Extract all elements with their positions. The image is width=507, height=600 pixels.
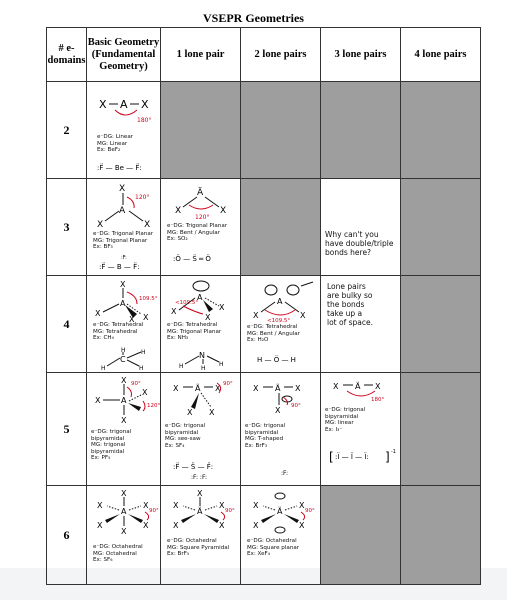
svg-text:X: X (120, 280, 126, 289)
svg-text:X: X (253, 311, 259, 320)
svg-text::F:: :F: (121, 255, 127, 261)
cell-basic-trigonal-bipyramidal (87, 373, 161, 486)
edg-label: e⁻DG: trigonal bipyramidal (325, 407, 366, 420)
note-lone-pairs: Lone pairs are bulky so the bonds take up a lot of space. (327, 282, 373, 327)
cell-empty (321, 82, 401, 179)
trigonal-planar-drawing (87, 181, 161, 231)
svg-text:X: X (215, 384, 221, 393)
square-planar-drawing (241, 488, 321, 536)
svg-text:X: X (295, 384, 301, 393)
svg-text:X: X (253, 521, 259, 530)
example-label: Ex: XeF₄ (247, 551, 270, 558)
svg-text::Ö — S̈ ═ Ö: :Ö — S̈ ═ Ö (173, 255, 211, 263)
square-pyramidal-drawing (161, 488, 241, 536)
svg-text:X: X (119, 184, 126, 194)
svg-text:H: H (101, 365, 106, 370)
svg-text:A: A (121, 396, 127, 405)
example-label: Ex: PF₅ (91, 455, 111, 462)
svg-text:X: X (300, 311, 306, 320)
svg-text:X: X (129, 315, 135, 322)
angle-label: 109.5° (139, 296, 158, 302)
cell-1lp-bent (161, 179, 241, 276)
cell-1lp-see-saw (161, 373, 241, 486)
svg-text:X: X (97, 501, 103, 510)
page-title: VSEPR Geometries (203, 11, 304, 25)
table-row (47, 276, 481, 373)
octahedral-drawing (87, 488, 161, 536)
angle-label: 90° (149, 508, 159, 514)
angle-label-2: 120° (147, 403, 161, 409)
cell-empty (241, 179, 321, 276)
see-saw-drawing (161, 375, 241, 419)
example-label: Ex: BeF₂ (97, 147, 121, 154)
cell-2lp-bent (241, 276, 321, 373)
example-label: Ex: BrF₃ (245, 442, 268, 449)
lewis-structure (241, 352, 321, 366)
trigonal-pyramidal-drawing (161, 278, 241, 322)
angle-label: 90° (131, 381, 141, 387)
cell-2lp-square-planar (241, 486, 321, 585)
svg-text:H: H (141, 349, 146, 356)
lewis-structure (161, 346, 241, 370)
mg-label: MG: see-saw (165, 436, 201, 443)
svg-text::F:: :F: (281, 470, 289, 477)
example-label: Ex: SF₆ (93, 557, 113, 564)
table-row (47, 373, 481, 486)
bent-tetrahedral-drawing (241, 278, 321, 322)
note-cell (321, 179, 401, 276)
svg-text:X: X (173, 521, 179, 530)
lewis-structure (321, 447, 401, 469)
table-row (47, 179, 481, 276)
svg-text::F̈ — Be — F̈:: :F̈ — Be — F̈: (97, 164, 142, 172)
row-domains: 6 (47, 486, 87, 585)
svg-text:Ä: Ä (277, 507, 283, 516)
svg-text:Ä: Ä (355, 382, 361, 391)
svg-text:H — Ö — H: H — Ö — H (257, 356, 296, 364)
mg-label: MG: Bent / Angular (167, 229, 221, 236)
svg-text:Ä: Ä (275, 384, 281, 393)
mg-label: MG: Trigonal Planar (93, 237, 148, 244)
svg-text:A: A (197, 293, 203, 302)
example-label: Ex: CH₄ (93, 335, 114, 342)
svg-text::F̈ — B — F̈:: :F̈ — B — F̈: (99, 263, 140, 271)
example-label: Ex: SO₂ (167, 236, 188, 243)
angle-label: 90° (225, 508, 235, 514)
mg-label: MG: Linear (97, 140, 128, 147)
edg-label: e⁻DG: trigonal bipyramidal (91, 429, 132, 442)
vsepr-table (46, 27, 481, 585)
angle-label: 120° (135, 194, 150, 201)
example-label: Ex: H₂O (247, 337, 269, 344)
angle-label: 90° (305, 508, 315, 514)
svg-text:H: H (201, 365, 206, 370)
svg-text:A: A (120, 299, 126, 308)
svg-text::F̈ — S̈ — F̈:: :F̈ — S̈ — F̈: (173, 463, 214, 471)
mg-label: MG: T-shaped (245, 436, 284, 443)
header-2-lone-pairs: 2 lone pairs (241, 28, 321, 82)
cell-empty (401, 179, 481, 276)
svg-text:X: X (121, 376, 127, 385)
cell-1lp-trigonal-pyramidal (161, 276, 241, 373)
svg-text:X: X (219, 501, 225, 510)
svg-text:X: X (209, 408, 215, 417)
example-label: Ex: BrF₅ (167, 551, 190, 558)
svg-text:X: X (253, 384, 259, 393)
svg-text:X: X (175, 206, 182, 216)
angle-label: 90° (223, 381, 233, 387)
row-domains: 3 (47, 179, 87, 276)
linear-tbp-drawing (321, 377, 401, 407)
svg-text:X: X (143, 501, 149, 510)
header-basic-geometry: Basic Geometry (Fundamental Geometry) (87, 28, 161, 82)
bent-trigonal-drawing (161, 183, 241, 225)
edg-label: e⁻DG: Octahedral (247, 538, 297, 544)
header-row (47, 28, 481, 82)
lewis-structure (161, 459, 241, 481)
svg-text:]: ] (385, 450, 390, 464)
svg-text:Ä: Ä (197, 188, 204, 198)
cell-2lp-t-shaped (241, 373, 321, 486)
lewis-structure (87, 346, 161, 370)
svg-text:X: X (143, 521, 149, 530)
edg-label: e⁻DG: trigonal bipyramidal (245, 423, 286, 436)
cell-basic-linear (87, 82, 161, 179)
cell-empty (401, 276, 481, 373)
svg-text:X: X (142, 388, 148, 397)
example-label: Ex: I₃⁻ (325, 426, 343, 433)
mg-label: MG: Bent / Angular (247, 330, 301, 337)
lewis-structure (241, 459, 321, 479)
note-double-bonds: Why can't you have double/triple bonds here? (325, 230, 394, 257)
header-1-lone-pair: 1 lone pair (161, 28, 241, 82)
svg-text:X: X (121, 489, 127, 498)
note-cell (321, 276, 401, 373)
svg-text:Ä: Ä (197, 507, 203, 516)
svg-text:X: X (219, 303, 225, 312)
svg-text:A: A (121, 507, 127, 516)
svg-text:X: X (97, 521, 103, 530)
mg-label: MG: Trigonal Planar (167, 328, 222, 335)
svg-text:X: X (97, 220, 104, 230)
svg-text::F: :F:: :F: :F: (191, 474, 207, 481)
cell-basic-trigonal-planar (87, 179, 161, 276)
example-label: Ex: BF₃ (93, 244, 113, 251)
svg-text:Ä: Ä (195, 384, 201, 393)
angle-label: 90° (291, 403, 301, 409)
cell-1lp-square-pyramidal (161, 486, 241, 585)
edg-label: e⁻DG: Tetrahedral (167, 322, 218, 328)
svg-text:A: A (119, 206, 126, 216)
svg-text:X: X (375, 382, 381, 391)
cell-empty (401, 486, 481, 585)
mg-label: MG: Square planar (247, 544, 300, 551)
table-row (47, 82, 481, 179)
header-domains: # e-domains (47, 28, 87, 82)
cell-empty (401, 82, 481, 179)
mg-label: MG: trigonal bipyramidal (91, 442, 126, 455)
tetrahedral-drawing (87, 278, 161, 322)
svg-text:C: C (120, 355, 126, 364)
edg-label: e⁻DG: Tetrahedral (93, 322, 144, 328)
svg-text:X: X (95, 309, 101, 318)
svg-text:A: A (120, 98, 128, 111)
svg-text:X: X (144, 220, 151, 230)
row-domains: 4 (47, 276, 87, 373)
svg-text:X: X (219, 521, 225, 530)
edg-label: e⁻DG: Octahedral (93, 544, 143, 550)
svg-text:X: X (99, 98, 107, 111)
lewis-structure (87, 253, 161, 273)
angle-label: 180° (137, 117, 152, 124)
header-3-lone-pairs: 3 lone pairs (321, 28, 401, 82)
svg-text:H: H (219, 361, 224, 368)
svg-text:H: H (139, 365, 144, 370)
t-shaped-drawing (241, 375, 321, 419)
svg-text:X: X (299, 501, 305, 510)
svg-text:X: X (205, 313, 211, 322)
lewis-structure (161, 251, 241, 267)
svg-text:X: X (171, 307, 177, 316)
cell-empty (401, 373, 481, 486)
svg-text:-1: -1 (391, 449, 396, 455)
svg-text:A: A (277, 297, 283, 306)
example-label: Ex: SF₄ (165, 442, 185, 449)
row-domains: 2 (47, 82, 87, 179)
svg-text:X: X (187, 408, 193, 417)
svg-text:X: X (143, 313, 149, 322)
svg-text:X: X (275, 406, 281, 415)
cell-3lp-linear (321, 373, 401, 486)
edg-label: e⁻DG: Linear (97, 134, 134, 140)
svg-text:X: X (220, 206, 227, 216)
svg-text:[: [ (329, 450, 334, 464)
table-row (47, 486, 481, 585)
example-label: Ex: NH₃ (167, 335, 189, 342)
svg-text:X: X (299, 521, 305, 530)
svg-text:X: X (173, 384, 179, 393)
svg-text:X: X (121, 416, 127, 425)
angle-label: <109.5° (175, 300, 199, 306)
cell-empty (241, 82, 321, 179)
svg-text:X: X (95, 396, 101, 405)
svg-text:N: N (199, 351, 205, 360)
trigonal-bipyramidal-drawing (87, 375, 161, 425)
header-4-lone-pairs: 4 lone pairs (401, 28, 481, 82)
cell-empty (161, 82, 241, 179)
mg-label: MG: Tetrahedral (93, 328, 138, 335)
cell-empty (321, 486, 401, 585)
svg-text:X: X (197, 489, 203, 498)
edg-label: e⁻DG: Trigonal Planar (167, 223, 228, 229)
angle-label: <109.5° (267, 318, 291, 322)
svg-text:X: X (333, 382, 339, 391)
edg-label: e⁻DG: trigonal bipyramidal (165, 423, 206, 436)
mg-label: MG: Square Pyramidal (167, 544, 230, 551)
edg-label: e⁻DG: Tetrahedral (247, 324, 298, 330)
svg-text:X: X (253, 501, 259, 510)
linear-structure-drawing (87, 88, 161, 132)
mg-label: MG: Octahedral (93, 550, 137, 557)
cell-basic-tetrahedral (87, 276, 161, 373)
edg-label: e⁻DG: Octahedral (167, 538, 217, 544)
lewis-structure (87, 160, 161, 174)
angle-label: 120° (195, 214, 210, 221)
svg-text:X: X (141, 98, 149, 111)
angle-label: 180° (371, 397, 385, 403)
svg-text:H: H (121, 347, 126, 354)
edg-label: e⁻DG: Trigonal Planar (93, 231, 154, 237)
mg-label: MG: linear (325, 420, 354, 427)
svg-text:X: X (173, 501, 179, 510)
svg-text:H: H (179, 363, 184, 370)
svg-text:X: X (121, 527, 127, 536)
svg-text::Ï — Ï — Ï:: :Ï — Ï — Ï: (335, 453, 369, 461)
cell-basic-octahedral (87, 486, 161, 585)
row-domains: 5 (47, 373, 87, 486)
